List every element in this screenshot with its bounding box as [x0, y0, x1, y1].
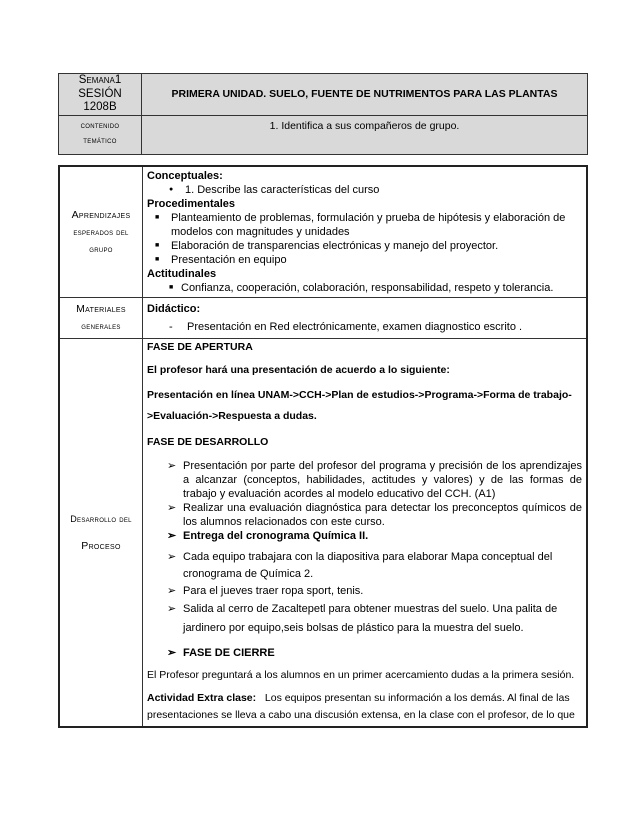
- fase-apertura-title: FASE DE APERTURA: [147, 341, 253, 353]
- esperados-label: esperados del: [73, 226, 129, 237]
- session-cell: [59, 74, 142, 116]
- fase-desarrollo-title: FASE DE DESARROLLO: [147, 436, 269, 448]
- materiales-label: Materiales: [76, 303, 126, 315]
- semana-label: Semana1: [78, 74, 122, 86]
- contenido-label-cell: [59, 115, 142, 154]
- didactico-text: Presentación en Red electrónicamente, examen diagnostico escrito .: [187, 321, 523, 333]
- proceso-label: Proceso: [81, 539, 121, 552]
- header-table: [58, 73, 588, 155]
- materiales-label-cell: [59, 298, 143, 339]
- sesion-label: SESIÓN: [78, 87, 122, 100]
- desarrollo-label: Desarrollo del: [70, 513, 132, 524]
- unit-title: PRIMERA UNIDAD. SUELO, FUENTE DE NUTRIMENTOS PARA LAS PLANTAS: [142, 74, 588, 116]
- conceptual-item: ● 1. Describe las características del curso: [147, 183, 582, 197]
- actitudinal-item: ■ Confianza, cooperación, colaboración, responsabilidad, respeto y tolerancia.: [147, 281, 582, 295]
- desarrollo-item: ➢ Cada equipo trabajara con la diapositiva para elaborar Mapa conceptual del cronograma de Química 2.: [147, 549, 582, 583]
- apertura-text: El profesor hará una presentación de acuerdo a lo siguiente:: [147, 364, 450, 376]
- generales-label: generales: [81, 321, 121, 331]
- didactico-title: Didáctico:: [147, 303, 201, 315]
- presentacion-linea: Presentación en línea UNAM->CCH->Plan de estudios->Programa->Forma de trabajo->Evaluación->Respuesta a dudas.: [147, 389, 572, 422]
- extra-title: Actividad Extra clase:: [147, 692, 257, 704]
- entrega-item: ➢ Entrega del cronograma Química II.: [147, 529, 582, 543]
- didactico-item: [147, 320, 582, 334]
- desarrollo-item: ➢ Presentación por parte del profesor del programa y precisión de los aprendizajes a alcanzar (conceptos, habilidades, actitudes y valores) y de las formas de trabajo y evaluación acordes al modelo educativo del CCH. (A1): [147, 459, 582, 501]
- aprendizajes-label-cell: [59, 166, 143, 298]
- extra-clase: [147, 690, 582, 724]
- extra-text: Los equipos presentan su información a los demás. Al final de las presentaciones se lleva a cabo una discusión extensa, en la clase con el profesor, de lo que: [147, 692, 575, 721]
- desarrollo-item: ➢ Salida al cerro de Zacaltepetl para obtener muestras del suelo. Una palita de jardinero por equipo,seis bolsas de plástico para la muestra del suelo.: [147, 600, 582, 638]
- desarrollo-item: ➢ Realizar una evaluación diagnóstica para detectar los preconceptos químicos de los alumnos relacionados con este curso.: [147, 501, 582, 529]
- aprendizajes-content: [143, 166, 588, 298]
- procedimental-item: ■ Elaboración de transparencias electrónicas y manejo del proyector.: [147, 239, 582, 253]
- materiales-content: [143, 298, 588, 339]
- procedimental-item: ■ Presentación en equipo: [147, 253, 582, 267]
- grupo-label: grupo: [89, 243, 113, 254]
- fase-cierre-title: ➢ FASE DE CIERRE: [147, 646, 582, 660]
- conceptuales-title: Conceptuales:: [147, 170, 223, 182]
- desarrollo-label-cell: [59, 339, 143, 728]
- desarrollo-content: [143, 339, 588, 728]
- main-table: [58, 165, 588, 728]
- sesion-number: 1208B: [83, 101, 117, 113]
- topic-cell: 1. Identifica a sus compañeros de grupo.: [142, 115, 588, 154]
- procedimental-item: ■ Planteamiento de problemas, formulación y prueba de hipótesis y elaboración de modelos con magnitudes y unidades: [147, 211, 582, 239]
- procedimentales-title: Procedimentales: [147, 198, 236, 210]
- aprendizajes-label: Aprendizajes: [71, 208, 131, 221]
- cierre-text: El Profesor preguntará a los alumnos en un primer acercamiento dudas a la primera sesión.: [147, 669, 575, 681]
- actitudinales-title: Actitudinales: [147, 268, 217, 280]
- contenido-label: contenido: [80, 119, 120, 130]
- tematico-label: temático: [83, 134, 117, 145]
- desarrollo-item: ➢ Para el jueves traer ropa sport, tenis.: [147, 583, 582, 600]
